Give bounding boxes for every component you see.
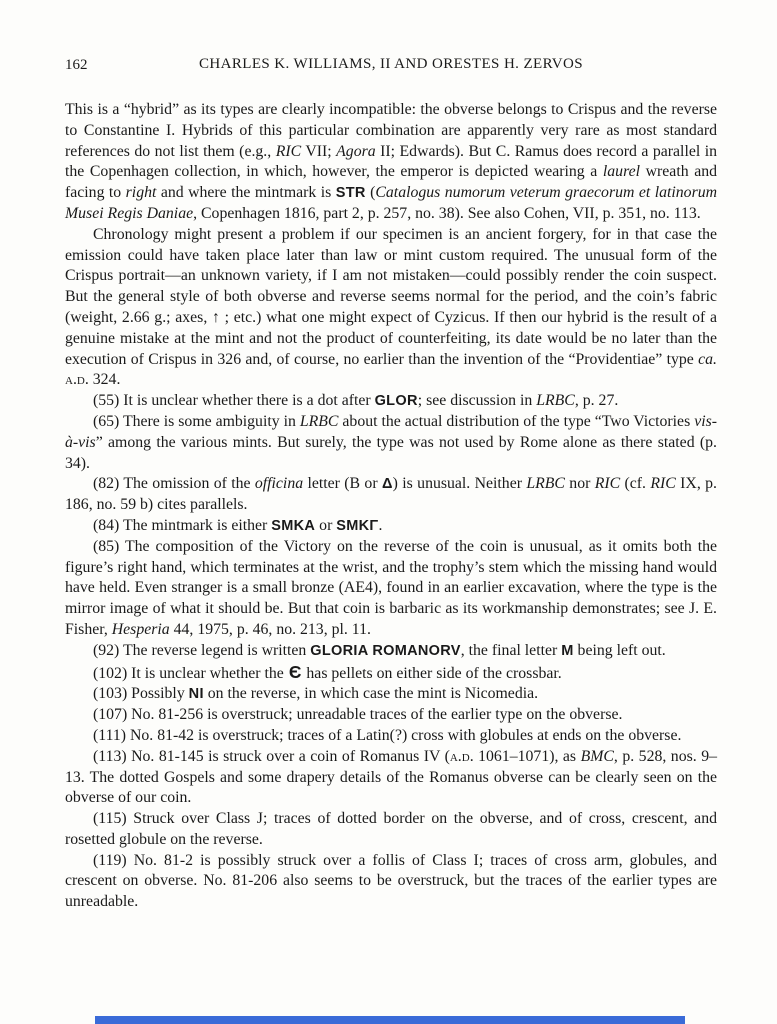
italic-text: RIC xyxy=(594,475,621,493)
italic-text: ca. xyxy=(698,350,717,368)
coin-legend: NI xyxy=(188,686,204,703)
italic-text: LRBC xyxy=(536,392,575,410)
epsilon-glyph: Є xyxy=(288,661,302,682)
italic-text: BMC xyxy=(580,747,614,765)
italic-text: vis-à-vis xyxy=(65,412,717,451)
running-title: CHARLES K. WILLIAMS, II AND ORESTES H. ZERVOS xyxy=(198,56,584,72)
italic-text: Hesperia xyxy=(111,620,170,638)
italic-text: RIC xyxy=(275,142,302,160)
paragraph: (92) The reverse legend is written GLORIA ROMANORV, the final letter M being left out. xyxy=(93,641,666,659)
coin-legend: GLOR xyxy=(374,393,418,410)
page-body xyxy=(65,100,717,913)
paragraph: (107) No. 81-256 is overstruck; unreadable traces of the earlier type on the obverse. xyxy=(93,706,623,724)
italic-text: RIC xyxy=(650,475,676,493)
small-caps-text: a.d. xyxy=(65,371,89,389)
coin-legend: M xyxy=(561,642,574,659)
bottom-blue-bar xyxy=(95,1016,685,1024)
document-page xyxy=(65,56,717,913)
paragraph: (84) The mintmark is either SMKA or SMKΓ. xyxy=(93,516,383,534)
coin-legend: STR xyxy=(335,185,366,202)
paragraph: (55) It is unclear whether there is a dot after GLOR; see discussion in LRBC, p. 27. xyxy=(93,392,619,410)
coin-legend: SMKA xyxy=(271,517,316,534)
italic-text: Agora xyxy=(336,142,376,160)
page-header xyxy=(65,56,717,76)
paragraph: (115) Struck over Class J; traces of dotted border on the obverse, and of cross, crescent, and rosetted globule on the reverse. xyxy=(65,810,717,848)
italic-text: Catalogus numorum veterum graecorum et latinorum Musei Regis Daniae xyxy=(65,184,718,222)
paragraph: (102) It is unclear whether the Є has pellets on either side of the crossbar. xyxy=(93,661,562,682)
coin-legend: Δ xyxy=(381,476,393,493)
coin-legend: SMKΓ xyxy=(336,517,379,534)
page-number: 162 xyxy=(65,57,88,73)
italic-text: LRBC xyxy=(299,412,339,430)
paragraph: (82) The omission of the officina letter (B or Δ) is unusual. Neither LRBC nor RIC (cf. RIC IX, p. 186, no. 59 b) cites parallels. xyxy=(65,475,717,514)
coin-legend: GLORIA ROMANORV xyxy=(310,642,461,659)
italic-text: laurel xyxy=(602,163,641,181)
small-caps-text: a.d. xyxy=(449,747,474,765)
paragraph: (103) Possibly NI on the reverse, in which case the mint is Nicomedia. xyxy=(93,685,539,703)
paragraph: (65) There is some ambiguity in LRBC about the actual distribution of the type “Two Victories vis-à-vis” among the various mints. But surely, the type was not used by Rome alone as there stated (p. 34). xyxy=(65,412,717,472)
paragraph: (119) No. 81-2 is possibly struck over a follis of Class I; traces of cross arm, globules, and crescent on obverse. No. 81-206 also seems to be overstruck, but the traces of the earlier types are unreadable. xyxy=(65,851,717,911)
italic-text: LRBC xyxy=(526,475,565,493)
paragraph: (85) The composition of the Victory on the reverse of the coin is unusual, as it omits both the figure’s right hand, which terminates at the wrist, and the trophy’s stem which the missing hand would have held. Even stranger is a small bronze (AE4), found in an earlier excavation, where the type is the mirror image of what it should be. But that coin is barbaric as its workmanship demonstrates; see J. E. Fisher, Hesperia 44, 1975, p. 46, no. 213, pl. 11. xyxy=(65,537,717,638)
paragraph: This is a “hybrid” as its types are clearly incompatible: the obverse belongs to Crispus and the reverse to Constantine I. Hybrids of this particular combination are apparently very rare as most standard references do not list them (e.g., RIC VII; Agora II; Edwards). But C. Ramus does record a parallel in the Copenhagen collection, in which, however, the emperor is depicted wearing a laurel wreath and facing to right and where the mintmark is STR (Catalogus numorum veterum graecorum et latinorum Musei Regis Daniae, Copenhagen 1816, part 2, p. 257, no. 38). See also Cohen, VII, p. 351, no. 113. xyxy=(65,101,718,222)
paragraph: Chronology might present a problem if our specimen is an ancient forgery, for in that case the emission could have taken place later than law or mint custom required. The unusual form of the Crispus portrait—an unknown variety, if I am not mistaken—could possibly render the coin suspect. But the general style of both obverse and reverse seems normal for the period, and the coin’s fabric (weight, 2.66 g.; axes, ↑ ; etc.) what one might expect of Cyzicus. If then our hybrid is the result of a genuine mistake at the mint and not the product of counterfeiting, its date would be no later than the execution of Crispus in 326 and, of course, no earlier than the invention of the “Providentiae” type ca. a.d. 324. xyxy=(65,225,717,389)
italic-text: right xyxy=(125,184,157,202)
italic-text: officina xyxy=(254,475,304,493)
paragraph: (111) No. 81-42 is overstruck; traces of a Latin(?) cross with globules at ends on the obverse. xyxy=(93,726,682,744)
paragraph: (113) No. 81-145 is struck over a coin of Romanus IV (a.d. 1061–1071), as BMC, p. 528, nos. 9–13. The dotted Gospels and some drapery details of the Romanus obverse can be clearly seen on the obverse of our coin. xyxy=(65,747,717,807)
